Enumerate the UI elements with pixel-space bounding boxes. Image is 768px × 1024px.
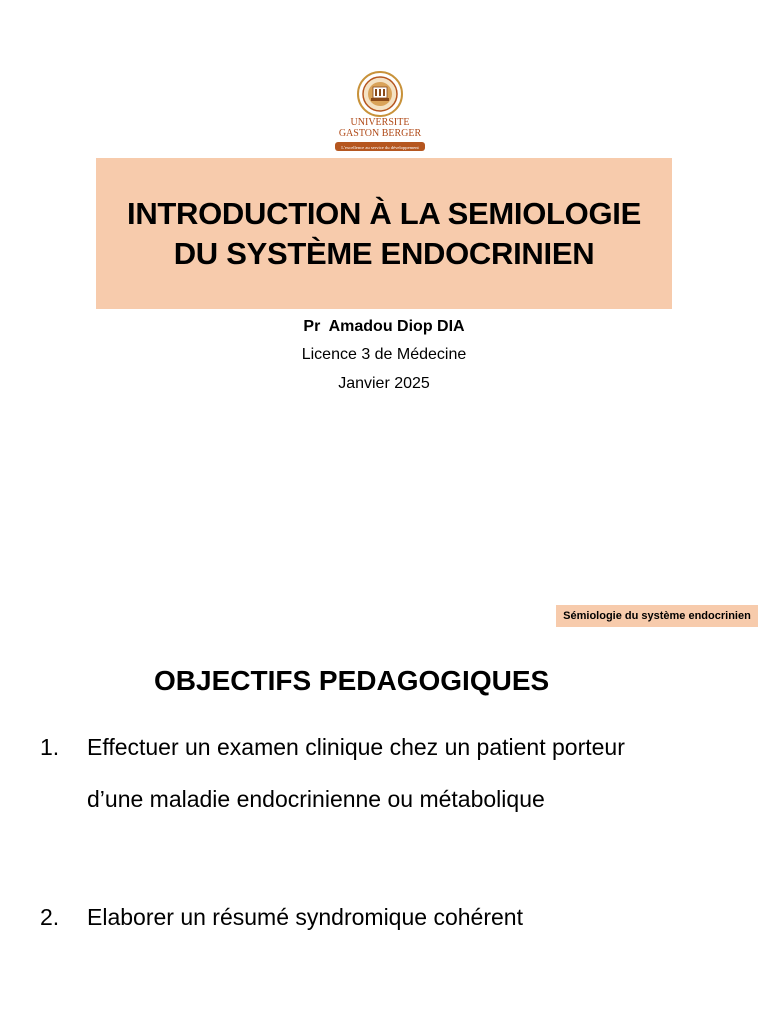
objective-number: 1. <box>40 734 60 760</box>
slide-title <box>127 194 641 274</box>
svg-text:GASTON BERGER: GASTON BERGER <box>338 128 422 139</box>
svg-text:L'excellence au service du dév: L'excellence au service du développement <box>341 145 419 150</box>
title-line-1: INTRODUCTION À LA SEMIOLOGIE <box>127 195 641 231</box>
objective-text-line: Effectuer un examen clinique chez un patient porteur <box>87 734 625 760</box>
title-line-2: DU SYSTÈME ENDOCRINIEN <box>173 235 595 271</box>
objective-number: 2. <box>40 904 60 930</box>
university-seal-icon <box>330 70 430 154</box>
presentation-date: Janvier 2025 <box>338 375 430 392</box>
svg-text:UNIVERSITE: UNIVERSITE <box>350 117 410 128</box>
title-banner <box>96 158 672 309</box>
objective-text-line: d’une maladie endocrinienne ou métabolique <box>87 786 545 812</box>
university-logo <box>330 70 430 154</box>
author-name: Pr Amadou Diop DIA <box>303 318 465 335</box>
objectives-heading: OBJECTIFS PEDAGOGIQUES <box>154 665 550 696</box>
section-badge: Sémiologie du système endocrinien <box>556 605 758 627</box>
course-level: Licence 3 de Médecine <box>301 346 467 363</box>
objective-text-line: Elaborer un résumé syndromique cohérent <box>87 904 523 930</box>
